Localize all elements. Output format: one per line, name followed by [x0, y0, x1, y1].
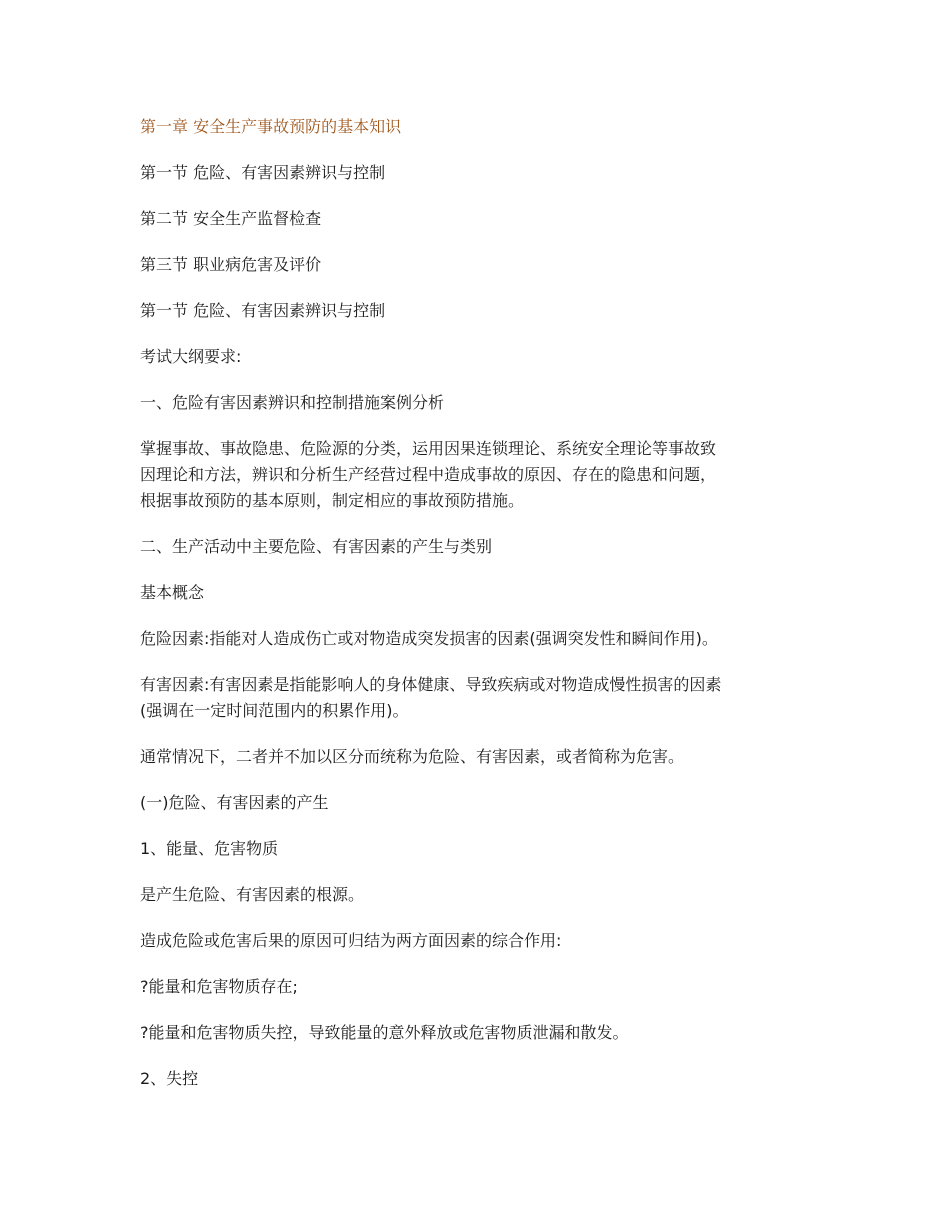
paragraph-line: (强调在一定时间范围内的积累作用)。	[140, 701, 409, 720]
exam-outline-label: 考试大纲要求:	[140, 347, 242, 366]
general-note: 通常情况下，二者并不加以区分而统称为危险、有害因素，或者简称为危害。	[140, 747, 685, 766]
danger-factor-definition: 危险因素:指能对人造成伤亡或对物造成突发损害的因素(强调突发性和瞬间作用)。	[140, 629, 718, 648]
cause-2: ?能量和危害物质失控，导致能量的意外释放或危害物质泄漏和散发。	[140, 1023, 629, 1042]
item-1-description: 是产生危险、有害因素的根源。	[140, 885, 365, 904]
chapter-title: 第一章 安全生产事故预防的基本知识	[140, 117, 402, 136]
outline-item-1: 一、危险有害因素辨识和控制措施案例分析	[140, 393, 445, 412]
item-2-title: 2、失控	[140, 1069, 199, 1088]
toc-item-2: 第二节 安全生产监督检查	[140, 209, 322, 228]
paragraph-line: 因理论和方法，辨识和分析生产经营过程中造成事故的原因、存在的隐患和问题，	[140, 465, 717, 484]
paragraph-line: 掌握事故、事故隐患、危险源的分类，运用因果连锁理论、系统安全理论等事故致	[140, 439, 717, 458]
item-1-title: 1、能量、危害物质	[140, 839, 279, 858]
cause-1: ?能量和危害物质存在;	[140, 977, 298, 996]
paragraph-line: 有害因素:有害因素是指能影响人的身体健康、导致疾病或对物造成慢性损害的因素	[140, 675, 722, 694]
harmful-factor-definition	[140, 672, 820, 724]
section-title: 第一节 危险、有害因素辨识与控制	[140, 301, 386, 320]
causes-intro: 造成危险或危害后果的原因可归结为两方面因素的综合作用:	[140, 931, 562, 950]
toc-item-3: 第三节 职业病危害及评价	[140, 255, 322, 274]
outline-item-2: 二、生产活动中主要危险、有害因素的产生与类别	[140, 537, 493, 556]
basic-concepts-heading: 基本概念	[140, 583, 205, 602]
toc-item-1: 第一节 危险、有害因素辨识与控制	[140, 163, 386, 182]
subsection-1-title: (一)危险、有害因素的产生	[140, 793, 329, 812]
document-page	[140, 114, 820, 1112]
outline-item-1-description	[140, 436, 820, 514]
paragraph-line: 根据事故预防的基本原则，制定相应的事故预防措施。	[140, 491, 525, 510]
